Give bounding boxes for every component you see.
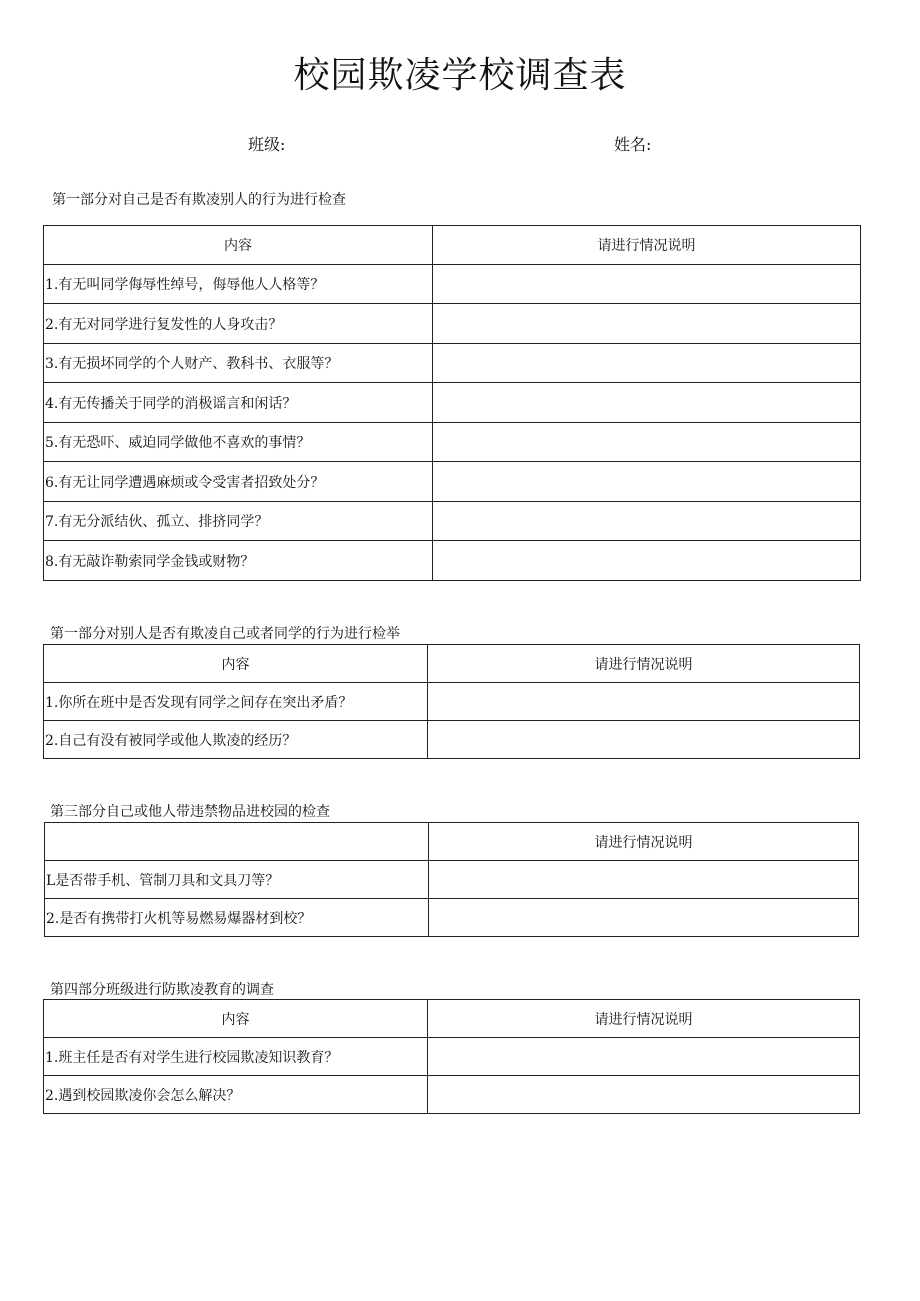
class-label: 班级: [248, 135, 286, 154]
answer-cell[interactable] [433, 304, 861, 344]
column-header-content: 内容 [44, 1000, 428, 1038]
question-text: 5.有无恐吓、威迫同学做他不喜欢的事情？ [44, 423, 433, 462]
question-text: 7.有无分派结伙、孤立、排挤同学？ [44, 502, 433, 541]
question-text: 2.是否有携带打火机等易燃易爆器材到校？ [45, 899, 429, 937]
table-header-row [45, 823, 859, 861]
answer-cell[interactable] [428, 1076, 860, 1114]
table-row [44, 1038, 860, 1076]
table-row [44, 462, 861, 502]
table-row [44, 1076, 860, 1114]
question-text: 1.班主任是否有对学生进行校园欺凌知识教育？ [44, 1038, 428, 1076]
table-row [44, 683, 860, 721]
answer-cell[interactable] [433, 541, 861, 581]
table-row [45, 899, 859, 937]
column-header-content: 内容 [44, 226, 433, 265]
column-header-explain: 请进行情况说明 [428, 645, 860, 683]
page-title: 校园欺凌学校调查表 [293, 55, 627, 96]
answer-cell[interactable] [429, 861, 859, 899]
table-header-row [44, 1000, 860, 1038]
column-header-content: 内容 [44, 645, 428, 683]
section-2-heading: 第一部分对别人是否有欺凌自己或者同学的行为进行检举 [50, 626, 400, 642]
answer-cell[interactable] [433, 383, 861, 423]
section-4-heading: 第四部分班级进行防欺凌教育的调查 [50, 982, 274, 998]
question-text: 4.有无传播关于同学的消极谣言和闲话？ [44, 383, 433, 423]
table-row [44, 383, 861, 423]
table-row [44, 304, 861, 344]
question-text: 2.有无对同学进行复发性的人身攻击？ [44, 304, 433, 344]
answer-cell[interactable] [433, 423, 861, 462]
answer-cell[interactable] [433, 502, 861, 541]
question-text: 2.遇到校园欺凌你会怎么解决？ [44, 1076, 428, 1114]
table-row [44, 265, 861, 304]
table-row [44, 721, 860, 759]
answer-cell[interactable] [428, 683, 860, 721]
answer-cell[interactable] [429, 899, 859, 937]
section-3-heading: 第三部分自己或他人带违禁物品进校园的检查 [50, 804, 330, 820]
column-header-explain: 请进行情况说明 [429, 823, 859, 861]
table-row [44, 502, 861, 541]
name-label: 姓名: [614, 135, 652, 154]
column-header-explain: 请进行情况说明 [428, 1000, 860, 1038]
table-row [45, 861, 859, 899]
question-text: 1.有无叫同学侮辱性绰号，侮辱他人人格等？ [44, 265, 433, 304]
answer-cell[interactable] [428, 1038, 860, 1076]
column-header-explain: 请进行情况说明 [433, 226, 861, 265]
question-text: 8.有无敲诈勒索同学金钱或财物？ [44, 541, 433, 581]
table-row [44, 423, 861, 462]
section-3-table [44, 822, 859, 937]
section-1-table [43, 225, 861, 581]
answer-cell[interactable] [433, 265, 861, 304]
section-4-table [43, 999, 860, 1114]
question-text: 1.你所在班中是否发现有同学之间存在突出矛盾？ [44, 683, 428, 721]
question-text: 2.自己有没有被同学或他人欺凌的经历？ [44, 721, 428, 759]
question-text: 3.有无损坏同学的个人财产、教科书、衣服等？ [44, 344, 433, 383]
table-row [44, 344, 861, 383]
answer-cell[interactable] [428, 721, 860, 759]
section-2-table [43, 644, 860, 759]
answer-cell[interactable] [433, 344, 861, 383]
column-header-content [45, 823, 429, 861]
question-text: L是否带手机、管制刀具和文具刀等？ [45, 861, 429, 899]
table-header-row [44, 226, 861, 265]
question-text: 6.有无让同学遭遇麻烦或令受害者招致处分？ [44, 462, 433, 502]
section-1-heading: 第一部分对自己是否有欺凌别人的行为进行检查 [52, 192, 346, 208]
table-row [44, 541, 861, 581]
answer-cell[interactable] [433, 462, 861, 502]
table-header-row [44, 645, 860, 683]
